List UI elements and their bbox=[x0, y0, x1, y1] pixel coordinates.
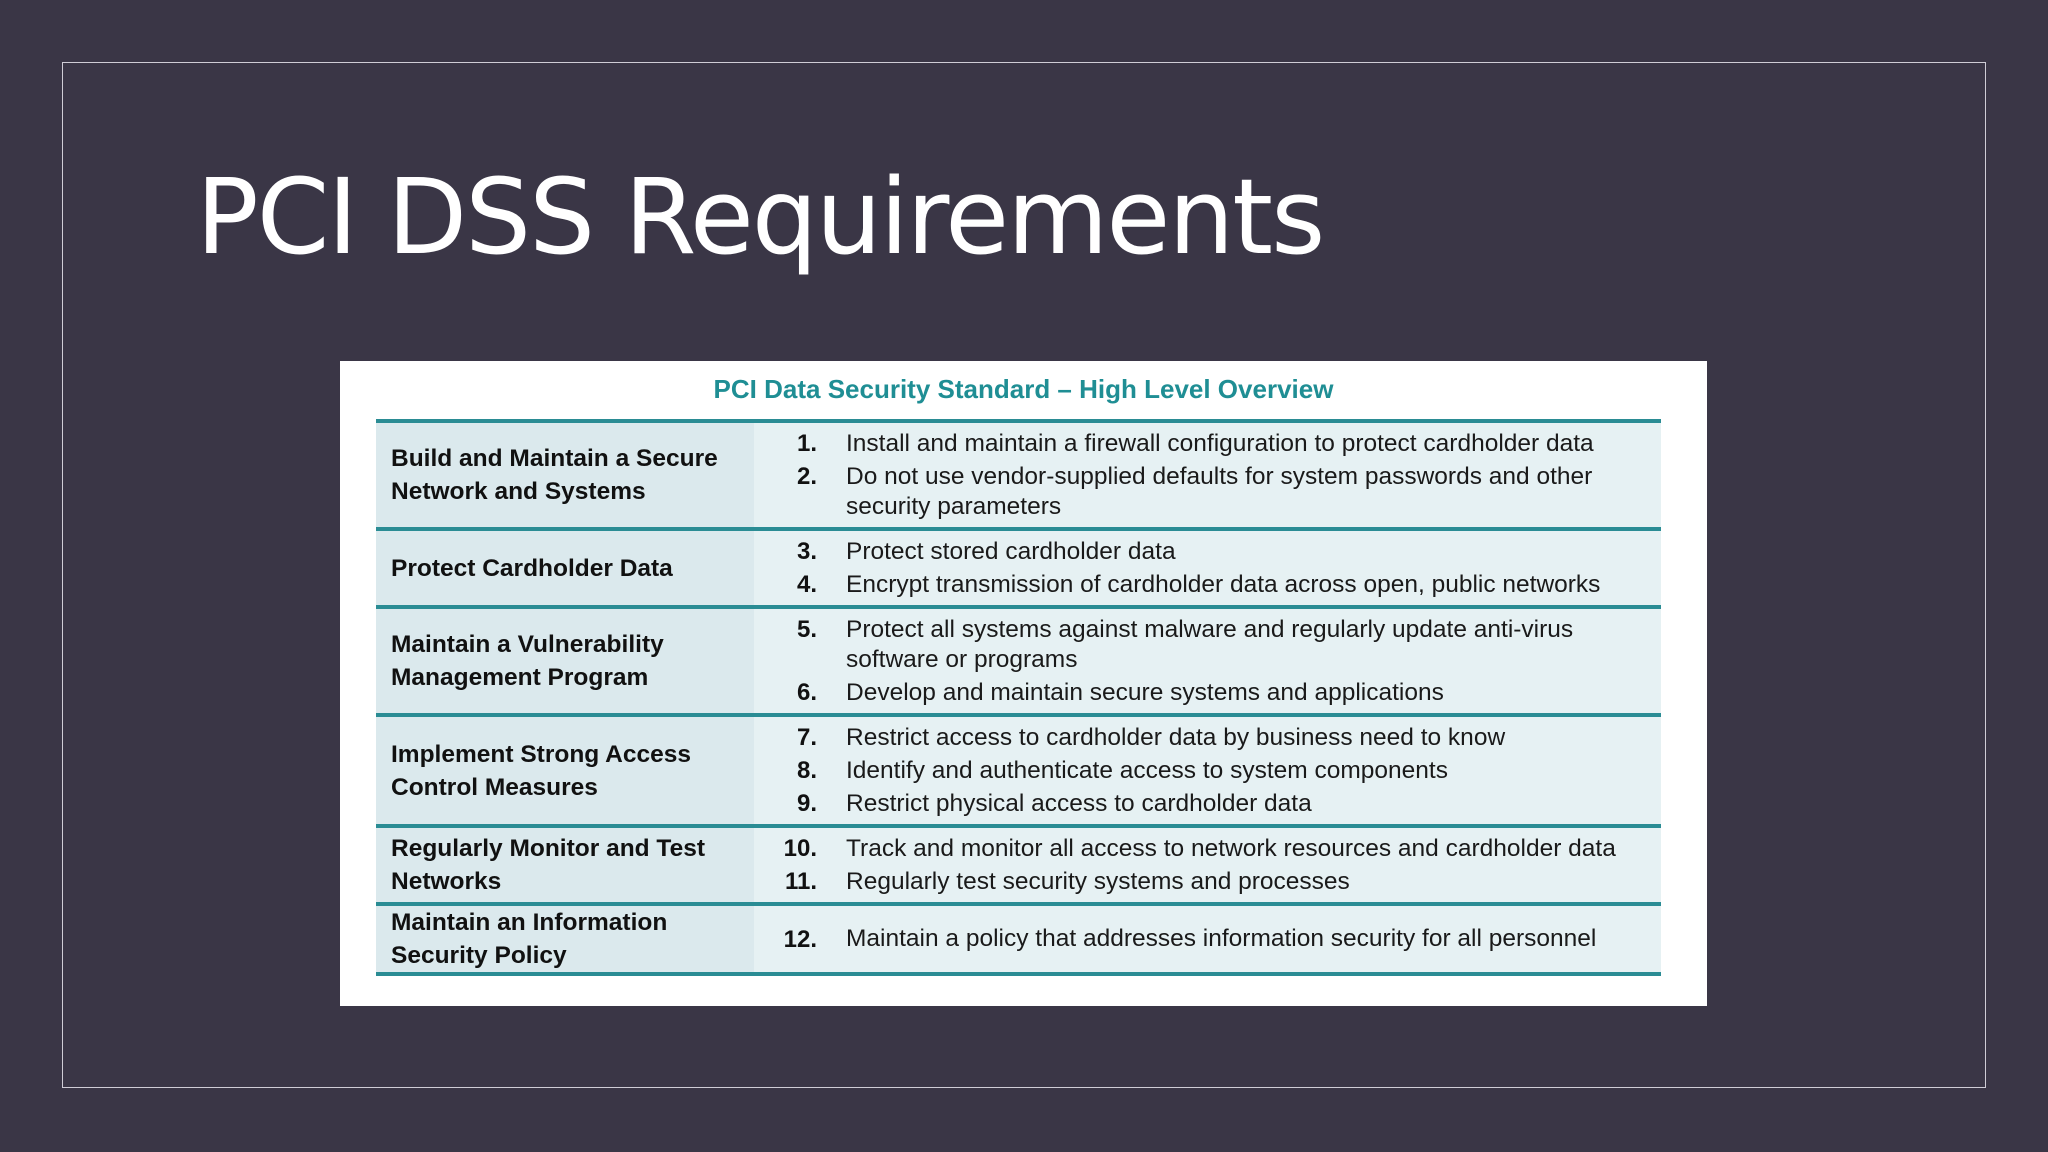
table-row bbox=[376, 605, 1661, 713]
requirement-number: 6. bbox=[796, 679, 817, 706]
requirement-item bbox=[754, 676, 1661, 709]
requirement-number: 5. bbox=[796, 616, 817, 643]
requirement-text: Encrypt transmission of cardholder data across open, public networks bbox=[846, 570, 1601, 598]
requirement-text: Regularly test security systems and processes bbox=[846, 867, 1350, 895]
slide-title: PCI DSS Requirements bbox=[196, 156, 1324, 278]
table-row bbox=[376, 419, 1661, 527]
requirement-text: Restrict physical access to cardholder data bbox=[846, 789, 1312, 817]
requirement-number: 3. bbox=[796, 538, 817, 565]
requirement-item bbox=[754, 427, 1661, 460]
requirement-item bbox=[754, 568, 1661, 601]
requirement-text: Track and monitor all access to network resources and cardholder data bbox=[846, 834, 1616, 862]
category-label: Maintain an Information Security Policy bbox=[376, 906, 754, 972]
table-row bbox=[376, 713, 1661, 824]
category-label: Implement Strong Access Control Measures bbox=[376, 717, 754, 824]
requirements-table bbox=[376, 419, 1661, 976]
requirement-number: 7. bbox=[796, 724, 817, 751]
requirement-text: Protect all systems against malware and regularly update anti-virus software or programs bbox=[846, 615, 1574, 673]
requirement-item bbox=[754, 832, 1661, 865]
requirement-text: Install and maintain a firewall configuration to protect cardholder data bbox=[846, 429, 1594, 457]
category-label: Maintain a Vulnerability Management Program bbox=[376, 609, 754, 713]
requirement-text: Maintain a policy that addresses information security for all personnel bbox=[846, 925, 1597, 952]
requirement-list bbox=[754, 609, 1661, 713]
requirement-item bbox=[754, 754, 1661, 787]
requirement-number: 1. bbox=[796, 430, 817, 457]
requirement-list bbox=[754, 717, 1661, 824]
requirement-text: Protect stored cardholder data bbox=[846, 537, 1176, 565]
requirement-item bbox=[754, 865, 1661, 898]
requirement-list bbox=[754, 906, 1661, 972]
requirement-list bbox=[754, 531, 1661, 605]
table-row bbox=[376, 824, 1661, 902]
table-title: PCI Data Security Standard – High Level Overview bbox=[713, 374, 1334, 404]
requirement-item bbox=[754, 460, 1661, 523]
category-label: Protect Cardholder Data bbox=[376, 531, 754, 605]
requirement-number: 10. bbox=[783, 835, 817, 862]
requirement-item bbox=[754, 613, 1661, 676]
requirement-list bbox=[754, 828, 1661, 902]
requirement-text: Do not use vendor-supplied defaults for system passwords and other security parameters bbox=[846, 462, 1593, 520]
requirement-item bbox=[754, 535, 1661, 568]
category-label: Regularly Monitor and Test Networks bbox=[376, 828, 754, 902]
requirement-list bbox=[754, 423, 1661, 527]
requirement-number: 11. bbox=[784, 868, 817, 895]
requirement-number: 2. bbox=[796, 463, 817, 490]
requirement-number: 9. bbox=[796, 790, 817, 817]
table-row bbox=[376, 527, 1661, 605]
requirement-number: 12. bbox=[783, 925, 817, 953]
requirement-item bbox=[754, 787, 1661, 820]
requirement-text: Develop and maintain secure systems and applications bbox=[846, 678, 1444, 706]
requirement-number: 8. bbox=[796, 757, 817, 784]
requirement-text: Restrict access to cardholder data by business need to know bbox=[846, 723, 1506, 751]
requirement-item bbox=[754, 923, 1661, 956]
requirement-text: Identify and authenticate access to system components bbox=[846, 756, 1448, 784]
requirement-item bbox=[754, 721, 1661, 754]
requirement-number: 4. bbox=[796, 571, 817, 598]
table-row bbox=[376, 902, 1661, 976]
pci-overview-figure bbox=[340, 361, 1707, 1006]
category-label: Build and Maintain a Secure Network and Systems bbox=[376, 423, 754, 527]
